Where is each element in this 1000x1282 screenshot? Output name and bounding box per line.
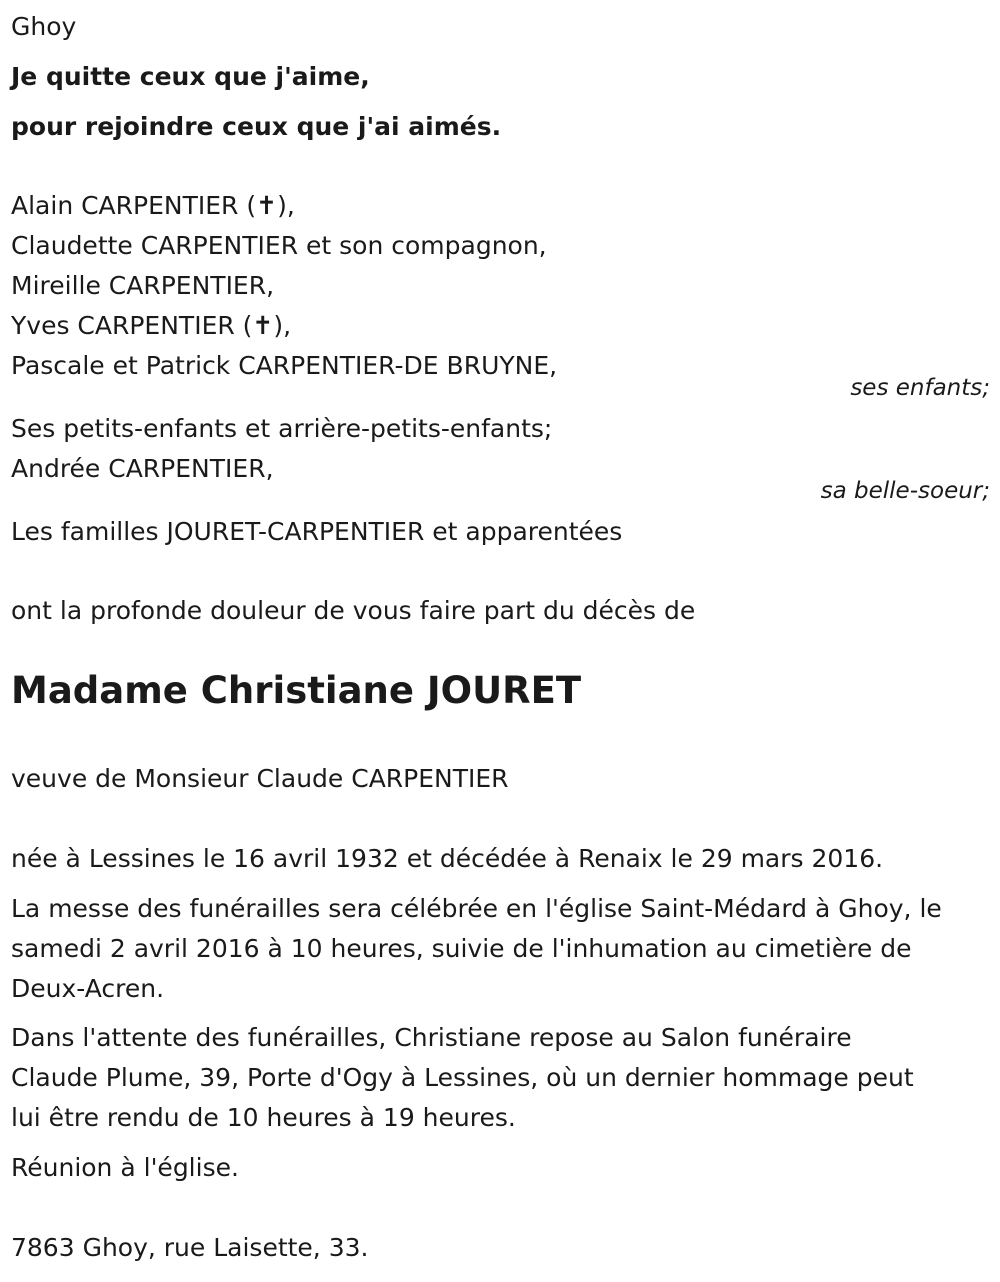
funeral-line-2: samedi 2 avril 2016 à 10 heures, suivie de l'inhumation au cimetière de [11,934,912,963]
sister-in-law: Andrée CARPENTIER, [11,454,274,483]
funeral-line-1: La messe des funérailles sera célébrée en l'église Saint-Médard à Ghoy, le [11,894,942,923]
child-5: Pascale et Patrick CARPENTIER-DE BRUYNE, [11,351,558,380]
address: 7863 Ghoy, rue Laisette, 33. [11,1233,369,1262]
grandchildren: Ses petits-enfants et arrière-petits-enfants; [11,414,553,443]
gathering: Réunion à l'église. [11,1153,239,1182]
funeral-line-3: Deux-Acren. [11,974,165,1003]
epigraph-line-2: pour rejoindre ceux que j'ai aimés. [11,112,502,141]
visitation-line-3: lui être rendu de 10 heures à 19 heures. [11,1103,516,1132]
epigraph-line-1: Je quitte ceux que j'aime, [11,62,370,91]
visitation-line-2: Claude Plume, 39, Porte d'Ogy à Lessines, où un dernier hommage peut [11,1063,914,1092]
location: Ghoy [11,12,77,41]
families: Les familles JOURET-CARPENTIER et apparentées [11,517,623,546]
child-2: Claudette CARPENTIER et son compagnon, [11,231,547,260]
child-4: Yves CARPENTIER (✝), [11,311,292,340]
sister-in-law-role: sa belle-soeur; [820,478,990,504]
announcement: ont la profonde douleur de vous faire part du décès de [11,596,696,625]
child-1: Alain CARPENTIER (✝), [11,191,295,220]
birth-death: née à Lessines le 16 avril 1932 et décédée à Renaix le 29 mars 2016. [11,844,884,873]
visitation-line-1: Dans l'attente des funérailles, Christiane repose au Salon funéraire [11,1023,852,1052]
children-role: ses enfants; [850,375,990,401]
widow-of: veuve de Monsieur Claude CARPENTIER [11,764,509,793]
deceased-name: Madame Christiane JOURET [11,669,582,712]
child-3: Mireille CARPENTIER, [11,271,275,300]
